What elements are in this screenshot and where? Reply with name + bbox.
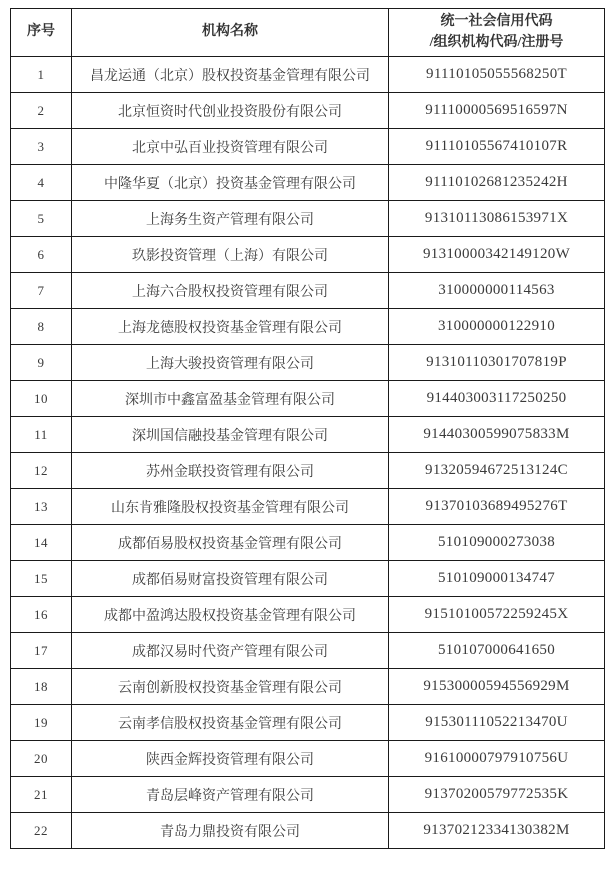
- institution-name-cell: 山东肯雅隆股权投资基金管理有限公司: [72, 489, 389, 525]
- credit-code-cell: 91320594672513124C: [389, 453, 605, 489]
- credit-code-cell: 91110102681235242H: [389, 165, 605, 201]
- credit-code-cell: 91370103689495276T: [389, 489, 605, 525]
- institution-name-cell: 青岛力鼎投资有限公司: [72, 813, 389, 849]
- institution-name-cell: 陕西金辉投资管理有限公司: [72, 741, 389, 777]
- row-number-cell: 20: [11, 741, 72, 777]
- table-row: [11, 525, 605, 561]
- credit-code-cell: 91310000342149120W: [389, 237, 605, 273]
- institution-name-cell: 深圳国信融投基金管理有限公司: [72, 417, 389, 453]
- row-number-cell: 8: [11, 309, 72, 345]
- table-row: [11, 633, 605, 669]
- row-number-cell: 2: [11, 93, 72, 129]
- row-number-cell: 13: [11, 489, 72, 525]
- row-number-cell: 17: [11, 633, 72, 669]
- header-institution-name: 机构名称: [72, 9, 389, 57]
- row-number-cell: 6: [11, 237, 72, 273]
- row-number-cell: 3: [11, 129, 72, 165]
- table-row: [11, 381, 605, 417]
- row-number-cell: 5: [11, 201, 72, 237]
- credit-code-cell: 91310110301707819P: [389, 345, 605, 381]
- credit-code-cell: 91110105567410107R: [389, 129, 605, 165]
- table-row: [11, 669, 605, 705]
- row-number-cell: 12: [11, 453, 72, 489]
- table-row: [11, 489, 605, 525]
- table-row: [11, 705, 605, 741]
- institution-name-cell: 上海龙德股权投资基金管理有限公司: [72, 309, 389, 345]
- institution-name-cell: 深圳市中鑫富盈基金管理有限公司: [72, 381, 389, 417]
- row-number-cell: 14: [11, 525, 72, 561]
- row-number-cell: 9: [11, 345, 72, 381]
- row-number-cell: 10: [11, 381, 72, 417]
- credit-code-cell: 310000000114563: [389, 273, 605, 309]
- institution-name-cell: 成都汉易时代资产管理有限公司: [72, 633, 389, 669]
- credit-code-cell: 91370200579772535K: [389, 777, 605, 813]
- credit-code-cell: 310000000122910: [389, 309, 605, 345]
- row-number-cell: 16: [11, 597, 72, 633]
- row-number-cell: 11: [11, 417, 72, 453]
- institution-name-cell: 北京中弘百业投资管理有限公司: [72, 129, 389, 165]
- header-serial-number: 序号: [11, 9, 72, 57]
- table-row: [11, 309, 605, 345]
- institution-name-cell: 中隆华夏（北京）投资基金管理有限公司: [72, 165, 389, 201]
- table-body: [11, 57, 605, 849]
- institution-name-cell: 成都佰易股权投资基金管理有限公司: [72, 525, 389, 561]
- table-row: [11, 273, 605, 309]
- header-credit-code: [389, 9, 605, 57]
- institution-name-cell: 成都中盈鸿达股权投资基金管理有限公司: [72, 597, 389, 633]
- table-header: [11, 9, 605, 57]
- row-number-cell: 4: [11, 165, 72, 201]
- table-row: [11, 741, 605, 777]
- table-row: [11, 813, 605, 849]
- institution-name-cell: 上海六合股权投资管理有限公司: [72, 273, 389, 309]
- table-row: [11, 93, 605, 129]
- table-row: [11, 129, 605, 165]
- institution-name-cell: 玖影投资管理（上海）有限公司: [72, 237, 389, 273]
- institution-name-cell: 云南孝信股权投资基金管理有限公司: [72, 705, 389, 741]
- credit-code-cell: 91110000569516597N: [389, 93, 605, 129]
- table-row: [11, 57, 605, 93]
- credit-code-cell: 91510100572259245X: [389, 597, 605, 633]
- credit-code-cell: 91530111052213470U: [389, 705, 605, 741]
- row-number-cell: 1: [11, 57, 72, 93]
- table-row: [11, 201, 605, 237]
- header-credit-code-line1: 统一社会信用代码: [440, 14, 553, 30]
- credit-code-cell: 91530000594556929M: [389, 669, 605, 705]
- table-row: [11, 453, 605, 489]
- institution-name-cell: 苏州金联投资管理有限公司: [72, 453, 389, 489]
- table-row: [11, 237, 605, 273]
- row-number-cell: 19: [11, 705, 72, 741]
- institution-name-cell: 北京恒资时代创业投资股份有限公司: [72, 93, 389, 129]
- institution-name-cell: 上海务生资产管理有限公司: [72, 201, 389, 237]
- institution-name-cell: 云南创新股权投资基金管理有限公司: [72, 669, 389, 705]
- institution-table: [10, 8, 605, 849]
- credit-code-cell: 91370212334130382M: [389, 813, 605, 849]
- row-number-cell: 18: [11, 669, 72, 705]
- credit-code-cell: 91610000797910756U: [389, 741, 605, 777]
- table-row: [11, 597, 605, 633]
- credit-code-cell: 510107000641650: [389, 633, 605, 669]
- credit-code-cell: 91110105055568250T: [389, 57, 605, 93]
- header-credit-code-line2: /组织机构代码/注册号: [429, 34, 564, 50]
- credit-code-cell: 91440300599075833M: [389, 417, 605, 453]
- institution-name-cell: 青岛层峰资产管理有限公司: [72, 777, 389, 813]
- table-row: [11, 165, 605, 201]
- row-number-cell: 7: [11, 273, 72, 309]
- institution-name-cell: 成都佰易财富投资管理有限公司: [72, 561, 389, 597]
- row-number-cell: 21: [11, 777, 72, 813]
- credit-code-cell: 914403003117250250: [389, 381, 605, 417]
- institution-name-cell: 上海大骏投资管理有限公司: [72, 345, 389, 381]
- credit-code-cell: 91310113086153971X: [389, 201, 605, 237]
- row-number-cell: 15: [11, 561, 72, 597]
- credit-code-cell: 510109000134747: [389, 561, 605, 597]
- header-row: [11, 9, 605, 57]
- row-number-cell: 22: [11, 813, 72, 849]
- table-row: [11, 345, 605, 381]
- credit-code-cell: 510109000273038: [389, 525, 605, 561]
- institution-name-cell: 昌龙运通（北京）股权投资基金管理有限公司: [72, 57, 389, 93]
- table-row: [11, 777, 605, 813]
- table-row: [11, 561, 605, 597]
- table-row: [11, 417, 605, 453]
